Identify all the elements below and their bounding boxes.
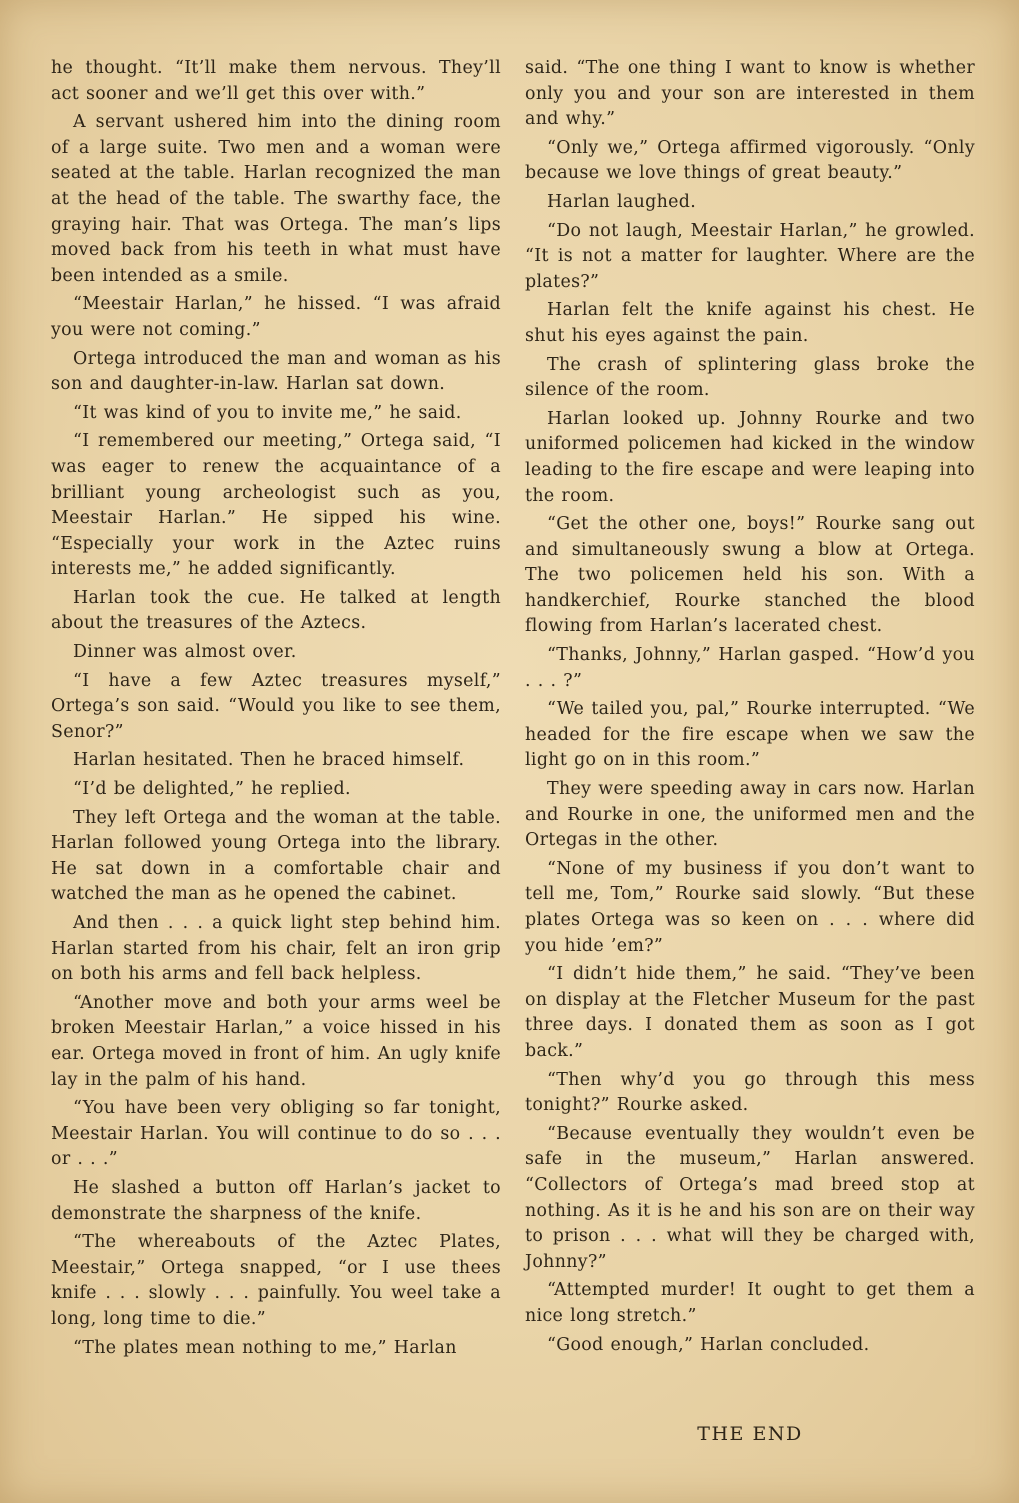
right-column — [525, 56, 975, 1361]
paragraph: “I have a few Aztec treasures myself,” Ortega’s son said. “Would you like to see them, Senor?” — [51, 670, 501, 742]
paragraph: “Only we,” Ortega affirmed vigorously. “Only because we love things of great beauty.” — [525, 137, 975, 184]
paragraph: Harlan felt the knife against his chest. He shut his eyes against the pain. — [525, 300, 975, 346]
paragraph: “Attempted murder! It ought to get them a nice long stretch.” — [525, 1280, 975, 1326]
paragraph: Dinner was almost over. — [73, 642, 297, 663]
paragraph: “Then why’d you go through this mess tonight?” Rourke asked. — [525, 1069, 975, 1116]
paragraph: “You have been very obliging so far tonight, Meestair Harlan. You will continue to do so . . . or . . .” — [51, 1098, 501, 1170]
paragraph: “I remembered our meeting,” Ortega said, “I was eager to renew the acquaintance of a brilliant young archeologist such as you, Meestair Harlan.” He sipped his wine. “Especially your work in the Aztec ruins interests me,” he added significantly. — [51, 431, 501, 580]
paragraph: And then . . . a quick light step behind him. Harlan started from his chair, felt an iron grip on both his arms and fell back helpless. — [51, 913, 501, 985]
paragraph: He slashed a button off Harlan’s jacket to demonstrate the sharpness of the knife. — [51, 1177, 501, 1224]
left-column — [51, 56, 501, 1364]
paragraph: “Thanks, Johnny,” Harlan gasped. “How’d you . . . ?” — [525, 645, 975, 691]
paragraph: “We tailed you, pal,” Rourke interrupted. “We headed for the fire escape when we saw the light go on in this room.” — [525, 699, 975, 771]
paragraph: The crash of splintering glass broke the silence of the room. — [525, 354, 975, 401]
paragraph: “Get the other one, boys!” Rourke sang out and simultaneously swung a blow at Ortega. The two policemen held his son. With a handkerchief, Rourke stanched the blood flowing from Harlan’s lacerated chest. — [525, 514, 975, 637]
paragraph: “None of my business if you don’t want to tell me, Tom,” Rourke said slowly. “But these plates Ortega was so keen on . . . where did you hide ’em?” — [525, 858, 975, 956]
paragraph: said. “The one thing I want to know is whether only you and your son are interested in them and why.” — [525, 58, 975, 130]
paragraph: Harlan hesitated. Then he braced himself. — [73, 750, 465, 771]
paragraph: “Do not laugh, Meestair Harlan,” he growled. “It is not a matter for laughter. Where are the plates?” — [525, 220, 975, 292]
paragraph: “Meestair Harlan,” he hissed. “I was afraid you were not coming.” — [51, 294, 501, 340]
the-end-label: THE END — [697, 1423, 803, 1445]
paragraph: Harlan looked up. Johnny Rourke and two uniformed policemen had kicked in the window leading to the fire escape and were leaping into the room. — [525, 408, 975, 506]
paragraph: “I didn’t hide them,” he said. “They’ve been on display at the Fletcher Museum for the past three days. I donated them as soon as I got back.” — [525, 964, 975, 1061]
paragraph: he thought. “It’ll make them nervous. They’ll act sooner and we’ll get this over with.” — [51, 58, 501, 104]
paragraph: “Good enough,” Harlan concluded. — [547, 1334, 870, 1355]
paragraph: “Because eventually they wouldn’t even be safe in the museum,” Harlan answered. “Collectors of Ortega’s mad breed stop at nothing. As it is he and his son are on their way to prison . . . what will they be charged with, Johnny?” — [525, 1123, 975, 1272]
paragraph: They left Ortega and the woman at the table. Harlan followed young Ortega into the library. He sat down in a comfortable chair and watched the man as he opened the cabinet. — [51, 807, 501, 905]
paragraph: “It was kind of you to invite me,” he said. — [73, 402, 462, 423]
paragraph: “Another move and both your arms weel be broken Meestair Harlan,” a voice hissed in his ear. Ortega moved in front of him. An ugly knife lay in the palm of his hand. — [51, 992, 501, 1090]
paragraph: “The whereabouts of the Aztec Plates, Meestair,” Ortega snapped, “or I use thees knife . . . slowly . . . painfully. You weel take a long, long time to die.” — [51, 1232, 501, 1329]
paragraph: “The plates mean nothing to me,” Harlan — [73, 1337, 457, 1358]
paragraph: A servant ushered him into the dining room of a large suite. Two men and a woman were seated at the table. Harlan recognized the man at the head of the table. The swarthy face, the graying hair. That was Ortega. The man’s lips moved back from his teeth in what must have been intended as a smile. — [51, 112, 501, 286]
paragraph: They were speeding away in cars now. Harlan and Rourke in one, the uniformed men and the Ortegas in the other. — [525, 779, 975, 851]
paragraph: Ortega introduced the man and woman as his son and daughter-in-law. Harlan sat down. — [51, 348, 501, 395]
paragraph: Harlan took the cue. He talked at length about the treasures of the Aztecs. — [51, 587, 501, 634]
paragraph: “I’d be delighted,” he replied. — [73, 779, 351, 800]
paragraph: Harlan laughed. — [547, 191, 697, 212]
